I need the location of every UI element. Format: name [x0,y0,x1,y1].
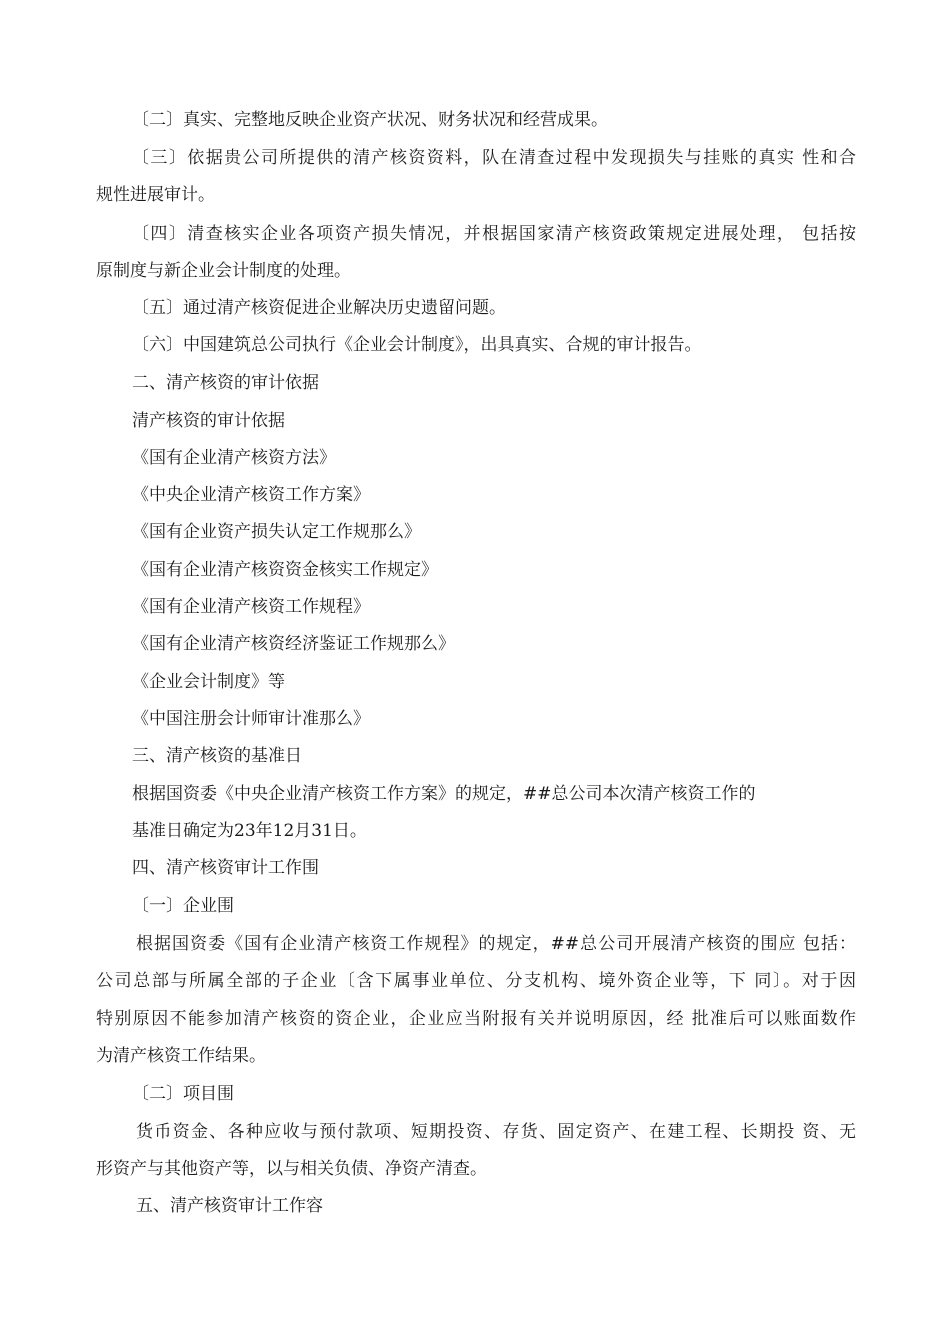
section-heading: 四、清产核资审计工作围 [132,858,319,878]
paragraph-line: 货币资金、各种应收与预付款项、短期投资、存货、固定资产、在建工程、长期投 资、无 [136,1122,856,1142]
reference-item: 《国有企业清产核资资金核实工作规定》 [132,560,438,580]
paragraph-line: 〔六〕中国建筑总公司执行《企业会计制度》，出具真实、合规的审计报告。 [132,335,702,355]
section-heading: 三、清产核资的基准日 [132,746,302,766]
paragraph-line: 基准日确定为23年12月31日。 [132,821,367,841]
paragraph-line: 根据国资委《中央企业清产核资工作方案》的规定，##总公司本次清产核资工作的 [132,784,756,804]
paragraph-line: 〔五〕通过清产核资促进企业解决历史遗留问题。 [132,298,506,318]
reference-item: 《中央企业清产核资工作方案》 [132,485,370,505]
reference-item: 《企业会计制度》等 [132,672,285,692]
reference-item: 《国有企业资产损失认定工作规那么》 [132,522,421,542]
subsection-heading: 〔一〕企业围 [132,896,234,916]
paragraph-line: 根据国资委《国有企业清产核资工作规程》的规定，##总公司开展清产核资的围应 包括： [136,934,856,954]
paragraph-line: 〔三〕依据贵公司所提供的清产核资资料，队在清查过程中发现损失与挂账的真实 性和合 [132,148,856,168]
paragraph-line: 规性进展审计。 [96,185,215,205]
paragraph-line: 特别原因不能参加清产核资的资企业，企业应当附报有关并说明原因，经 批准后可以账面数作 [96,1009,856,1029]
reference-item: 《中国注册会计师审计准那么》 [132,709,370,729]
reference-item: 《国有企业清产核资经济鉴证工作规那么》 [132,634,455,654]
paragraph-line: 形资产与其他资产等，以与相关负债、净资产清查。 [96,1159,487,1179]
paragraph-line: 〔四〕清查核实企业各项资产损失情况，并根据国家清产核资政策规定进展处理， 包括按 [132,224,856,244]
subsection-heading: 〔二〕项目围 [132,1084,234,1104]
paragraph-line: 原制度与新企业会计制度的处理。 [96,261,351,281]
paragraph-line: 清产核资的审计依据 [132,411,285,431]
paragraph-line: 公司总部与所属全部的子企业〔含下属事业单位、分支机构、境外资企业等，下 同〕。对于因 [96,971,856,991]
section-heading: 二、清产核资的审计依据 [132,373,319,393]
section-heading: 五、清产核资审计工作容 [136,1196,323,1216]
paragraph-line: 为清产核资工作结果。 [96,1046,266,1066]
paragraph-line: 〔二〕真实、完整地反映企业资产状况、财务状况和经营成果。 [132,110,608,130]
reference-item: 《国有企业清产核资方法》 [132,448,336,468]
reference-item: 《国有企业清产核资工作规程》 [132,597,370,617]
